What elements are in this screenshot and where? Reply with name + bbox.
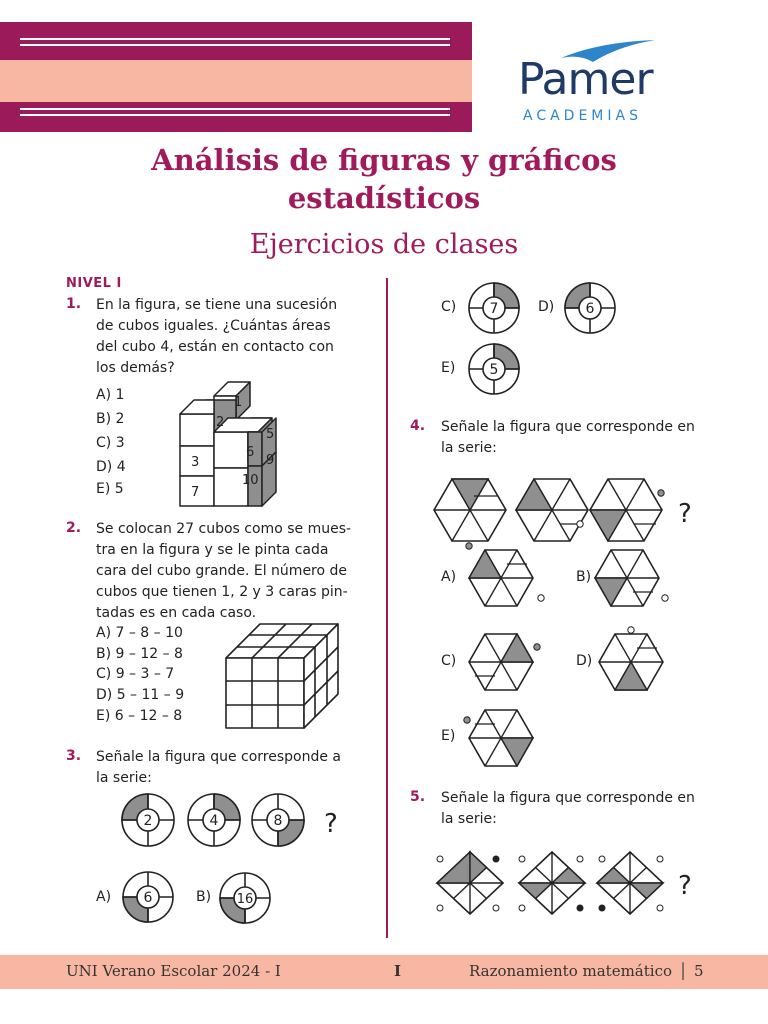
option-a: A)	[441, 569, 457, 585]
problem-3-text	[96, 747, 358, 789]
footer-subject: Razonamiento matemático	[469, 962, 672, 980]
problem-5-series	[430, 846, 710, 920]
option-a: A) 1	[96, 387, 125, 403]
problem-2-text	[96, 519, 358, 624]
option-number: 16	[236, 892, 254, 907]
option-number: 7	[489, 301, 499, 317]
header-band	[0, 22, 472, 132]
problem-text-line: cara del cubo grande. El número de	[96, 563, 348, 579]
cube-label: 7	[191, 485, 200, 500]
problem-text-line: la serie:	[441, 811, 497, 827]
problem-4-number: 4.	[410, 418, 426, 434]
option-number: 6	[585, 301, 595, 317]
option-b: B) 2	[96, 411, 125, 427]
problem-text-line: la serie:	[441, 440, 497, 456]
logo-subtitle: ACADEMIAS	[523, 108, 642, 124]
problem-3-options-ab	[118, 870, 278, 926]
problem-text-line: los demás?	[96, 360, 175, 376]
header-rule	[20, 108, 450, 110]
problem-3-series	[118, 790, 344, 852]
problem-5-number: 5.	[410, 789, 426, 805]
question-mark: ?	[324, 809, 338, 839]
problem-4-text	[441, 417, 711, 459]
problem-5-text	[441, 788, 711, 830]
page-footer	[0, 955, 768, 989]
logo-wordmark: Pamer	[518, 54, 653, 105]
problem-text-line: Se colocan 27 cubos como se mues-	[96, 521, 352, 537]
problem-text-line: Señale la figura que corresponde a	[96, 749, 341, 765]
footer-course: UNI Verano Escolar 2024 - I	[66, 962, 281, 980]
problem-3-options-cde	[462, 280, 622, 400]
problem-3-number: 3.	[66, 748, 82, 764]
option-c: C) 3	[96, 435, 125, 451]
question-mark: ?	[678, 871, 692, 901]
option-e: E)	[441, 360, 456, 376]
problem-text-line: En la figura, se tiene una sucesión	[96, 297, 338, 313]
cube-label: 9	[266, 453, 275, 468]
problem-text-line: de cubos iguales. ¿Cuántas áreas	[96, 318, 331, 334]
problem-text-line: Señale la figura que corresponde en	[441, 419, 695, 435]
cube-label: 2	[216, 415, 225, 430]
cube-label: 5	[266, 427, 275, 442]
series-number: 4	[209, 813, 219, 829]
problem-text-line: cubos que tienen 1, 2 y 3 caras pin-	[96, 584, 348, 600]
footer-roman: I	[394, 962, 402, 980]
question-mark: ?	[678, 499, 692, 529]
option-d: D)	[538, 299, 555, 315]
page-title-line2: estadísticos	[287, 181, 481, 215]
option-number: 6	[143, 890, 153, 906]
series-number: 8	[273, 813, 283, 829]
option-a: A)	[96, 889, 112, 905]
problem-text-line: tra en la figura y se le pinta cada	[96, 542, 329, 558]
problem-text-line: Señale la figura que corresponde en	[441, 790, 695, 806]
problem-text-line: tadas es en cada caso.	[96, 605, 257, 621]
column-divider	[386, 278, 388, 938]
option-b: B)	[576, 569, 592, 585]
page-number: 5	[694, 962, 704, 980]
problem-1-number: 1.	[66, 296, 82, 312]
option-a: A) 7 – 8 – 10	[96, 625, 183, 641]
problem-text-line: del cubo 4, están en contacto con	[96, 339, 334, 355]
header-salmon-stripe	[0, 60, 472, 102]
header-rule	[20, 38, 450, 40]
option-d: D) 4	[96, 459, 126, 475]
option-e: E) 6 – 12 – 8	[96, 708, 183, 724]
option-c: C)	[441, 653, 457, 669]
option-number: 5	[489, 362, 499, 378]
page-subtitle: Ejercicios de clases	[249, 229, 519, 260]
footer-separator: |	[680, 960, 687, 981]
level-heading: NIVEL I	[66, 276, 122, 291]
problem-text-line: la serie:	[96, 770, 152, 786]
cube-label: 3	[191, 455, 200, 470]
option-c: C)	[441, 299, 457, 315]
option-b: B) 9 – 12 – 8	[96, 646, 183, 662]
cube-label: 6	[246, 445, 255, 460]
option-c: C) 9 – 3 – 7	[96, 666, 175, 682]
header-rule	[20, 44, 450, 46]
page-title-line1: Análisis de figuras y gráficos	[151, 143, 617, 177]
option-d: D)	[576, 653, 593, 669]
cube-label: 1	[234, 395, 243, 410]
cube-label: 10	[242, 473, 259, 488]
option-e: E) 5	[96, 481, 124, 497]
cube-stack-figure	[178, 376, 290, 508]
problem-2-number: 2.	[66, 520, 82, 536]
header-rule	[20, 114, 450, 116]
option-e: E)	[441, 728, 456, 744]
series-number: 2	[143, 813, 153, 829]
problem-4-options	[455, 540, 685, 772]
problem-1-text	[96, 295, 358, 379]
rubik-cube-figure	[222, 622, 342, 730]
option-b: B)	[196, 889, 212, 905]
pamer-logo	[515, 42, 685, 127]
option-d: D) 5 – 11 – 9	[96, 687, 185, 703]
